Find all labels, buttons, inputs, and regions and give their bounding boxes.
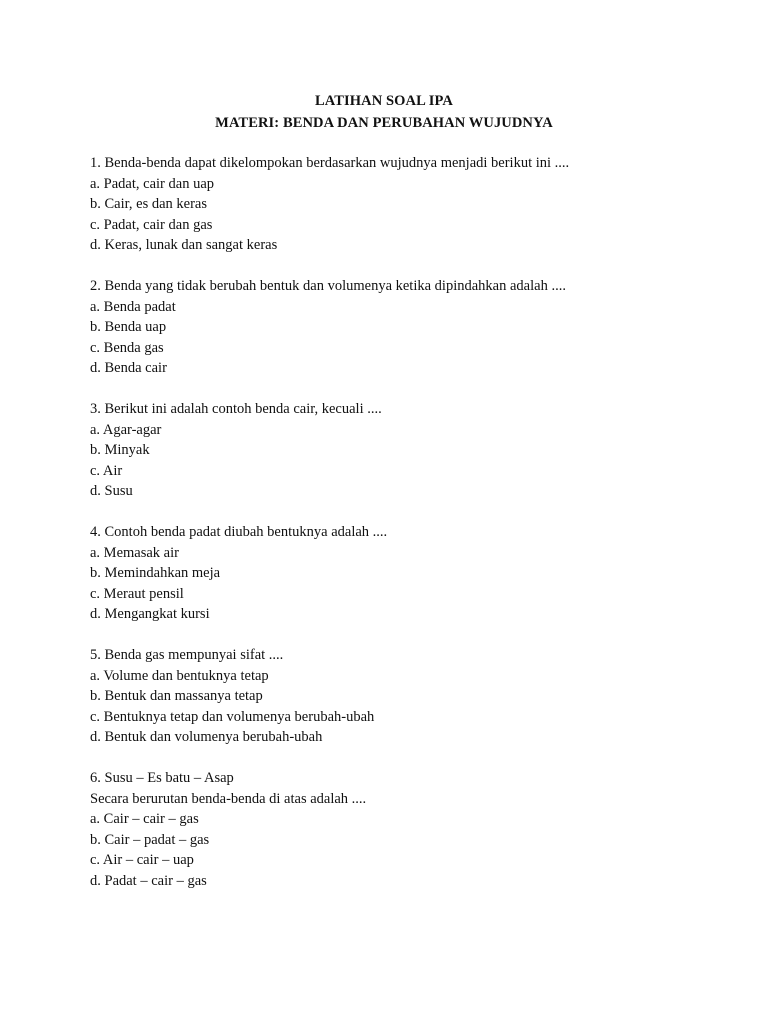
option-b: b. Bentuk dan massanya tetap [90, 688, 263, 704]
option-a: a. Padat, cair dan uap [90, 175, 215, 192]
question-1 [90, 153, 730, 256]
question-stem: 6. Susu – Es batu – Asap [90, 770, 234, 786]
question-stem: 3. Berikut ini adalah contoh benda cair, kecuali .... [90, 401, 382, 417]
question-2 [90, 276, 730, 379]
option-a: a. Benda padat [90, 298, 176, 315]
option-b: b. Minyak [90, 442, 150, 458]
option-c: c. Meraut pensil [90, 585, 184, 602]
question-stem: 5. Benda gas mempunyai sifat .... [90, 647, 284, 663]
question-stem-continuation: Secara berurutan benda-benda di atas adalah .... [90, 790, 367, 807]
option-c: c. Air – cair – uap [90, 852, 194, 868]
option-c: c. Bentuknya tetap dan volumenya berubah-ubah [90, 708, 375, 725]
document-title: LATIHAN SOAL IPA [314, 93, 454, 109]
question-6 [90, 768, 730, 891]
question-stem: 4. Contoh benda padat diubah bentuknya adalah .... [90, 524, 388, 540]
option-c: c. Benda gas [90, 339, 164, 356]
option-b: b. Cair, es dan keras [90, 196, 207, 212]
option-b: b. Cair – padat – gas [90, 831, 210, 848]
option-d: d. Susu [90, 483, 133, 499]
option-a: a. Cair – cair – gas [90, 811, 199, 827]
option-b: b. Memindahkan meja [90, 565, 221, 581]
option-d: d. Keras, lunak dan sangat keras [90, 237, 278, 253]
question-list [90, 153, 730, 912]
option-d: d. Bentuk dan volumenya berubah-ubah [90, 729, 323, 745]
option-a: a. Memasak air [90, 544, 179, 561]
option-d: d. Benda cair [90, 360, 167, 376]
question-4 [90, 522, 730, 625]
question-5 [90, 645, 730, 748]
document-subtitle: MATERI: BENDA DAN PERUBAHAN WUJUDNYA [215, 115, 553, 131]
question-3 [90, 399, 730, 502]
option-c: c. Padat, cair dan gas [90, 216, 213, 233]
option-c: c. Air [90, 462, 123, 479]
option-a: a. Volume dan bentuknya tetap [90, 667, 269, 684]
option-a: a. Agar-agar [90, 421, 162, 438]
question-stem: 1. Benda-benda dapat dikelompokan berdasarkan wujudnya menjadi berikut ini .... [90, 155, 570, 171]
option-b: b. Benda uap [90, 319, 167, 335]
option-d: d. Padat – cair – gas [90, 872, 207, 889]
option-d: d. Mengangkat kursi [90, 606, 210, 622]
document-header [0, 90, 768, 134]
question-stem: 2. Benda yang tidak berubah bentuk dan volumenya ketika dipindahkan adalah .... [90, 278, 566, 294]
